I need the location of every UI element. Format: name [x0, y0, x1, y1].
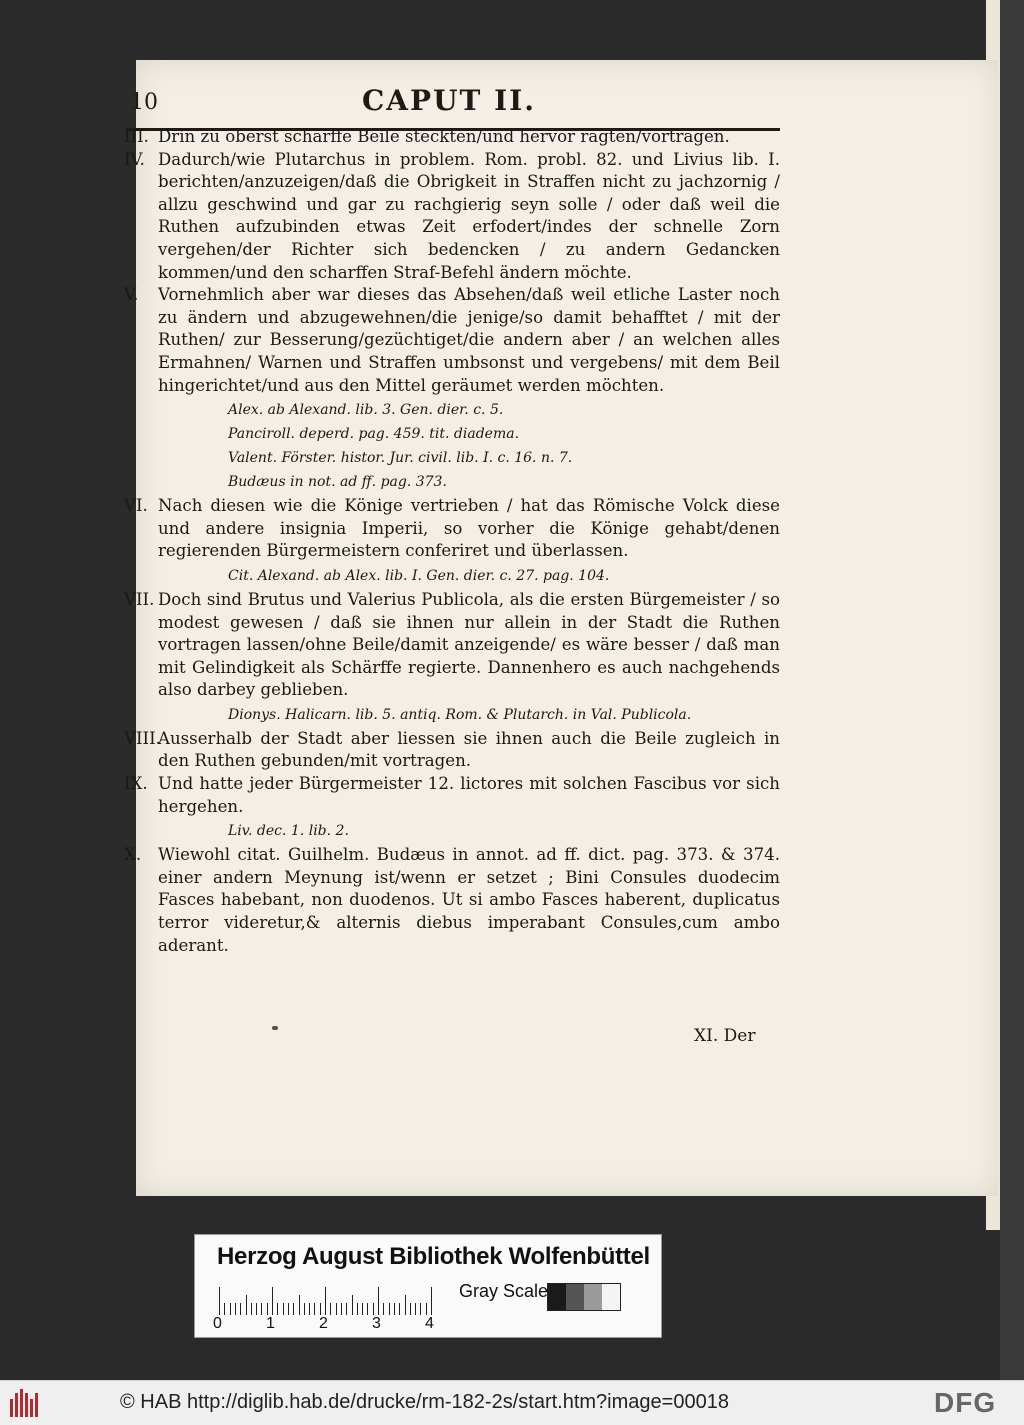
page-number: 10	[130, 90, 158, 115]
ruler-tick	[362, 1303, 363, 1315]
ruler-tick	[272, 1287, 273, 1315]
ruler-tick	[235, 1303, 236, 1315]
source-link[interactable]: © HAB http://diglib.hab.de/drucke/rm-182-2s/start.htm?image=00018	[120, 1391, 729, 1413]
gray-swatch	[584, 1284, 602, 1310]
dfg-logo: DFG	[934, 1387, 997, 1418]
ruler-tick	[357, 1303, 358, 1315]
logo-bar	[15, 1393, 18, 1417]
paragraph-number: VI.	[124, 496, 148, 516]
ruler-tick	[352, 1295, 353, 1315]
citation: Valent. Förster. histor. Jur. civil. lib. I. c. 16. n. 7.	[228, 450, 573, 467]
logo-bar	[35, 1393, 38, 1417]
ruler-tick	[283, 1303, 284, 1315]
running-head	[130, 84, 780, 124]
ruler-tick	[267, 1303, 268, 1315]
ruler-tick	[341, 1303, 342, 1315]
ruler-tick	[410, 1303, 411, 1315]
ruler-labels	[213, 1315, 453, 1335]
ruler-tick	[299, 1295, 300, 1315]
citation: Dionys. Halicarn. lib. 5. antiq. Rom. & Plutarch. in Val. Publicola.	[228, 706, 692, 723]
gray-swatch	[602, 1284, 620, 1310]
scale-ruler	[219, 1285, 439, 1315]
ruler-tick	[261, 1303, 262, 1315]
chapter-title: CAPUT II.	[362, 84, 537, 117]
paragraph-number: V.	[124, 285, 139, 305]
gray-swatch	[566, 1284, 584, 1310]
ruler-tick	[389, 1303, 390, 1315]
ruler-tick	[325, 1287, 326, 1315]
citation: Panciroll. deperd. pag. 459. tit. diadema.	[228, 426, 520, 443]
ruler-tick	[277, 1303, 278, 1315]
ruler-tick	[219, 1287, 220, 1315]
ruler-tick	[224, 1303, 225, 1315]
paragraph-text: Vornehmlich aber war dieses das Absehen/daß weil etliche Laster noch zu ändern und abzugewehnen/die jenige/so damit behafftet / mit der Ruthen/ zur Besserung/gezüchtiget/die andern aber / an welchen alles Ermahnen/ Warnen und Straffen umbsonst und vergebens/ mit dem Beil hingerichtet/und aus den Mittel geräumet werden möchten.	[158, 285, 780, 395]
paragraph-text: Wiewohl citat. Guilhelm. Budæus in annot. ad ff. dict. pag. 373. & 374. einer andern Meynung ist/wenn er setzet ; Bini Consules duodecim Fasces habebant, non duodenos. Ut si ambo Fasces haberent, duplicatus terror videretur,& alternis diebus imperabant Consules,cum ambo aderant.	[158, 845, 780, 955]
logo-bar	[20, 1389, 23, 1417]
paragraph-text: Dadurch/wie Plutarchus in problem. Rom. probl. 82. und Livius lib. I. berichten/anzuzeigen/daß die Obrigkeit in Straffen nicht zu jachzornig / allzu geschwind und gar zu rachgierig seyn solle / oder daß weil die Ruthen aufzubinden etwas Zeit erfodert/indes der schnelle Zorn vergehen/der Richter sich bedencken / zu andern Gedancken kommen/und den scharffen Straf-Befehl ändern möchte.	[158, 149, 780, 282]
paragraph-text: Drin zu oberst scharffe Beile steckten/und hervor ragten/vortragen.	[158, 127, 730, 146]
ruler-tick	[367, 1303, 368, 1315]
ruler-tick	[246, 1295, 247, 1315]
citation: Liv. dec. 1. lib. 2.	[228, 823, 349, 840]
paragraph-number: IX.	[124, 774, 148, 794]
paragraph-x	[124, 844, 780, 957]
paragraph-iii	[124, 126, 780, 149]
ruler-tick	[256, 1303, 257, 1315]
ruler-tick	[330, 1303, 331, 1315]
citation: Cit. Alexand. ab Alex. lib. I. Gen. dier. c. 27. pag. 104.	[228, 567, 610, 584]
paragraph-vii	[124, 589, 780, 702]
paragraph-number: III.	[124, 127, 149, 146]
logo-bar	[25, 1393, 28, 1417]
ruler-tick	[426, 1303, 427, 1315]
gray-scale-label: Gray Scale	[459, 1281, 549, 1301]
ruler-tick	[309, 1303, 310, 1315]
ruler-tick	[383, 1303, 384, 1315]
ruler-tick	[431, 1287, 432, 1315]
gray-scale-swatches	[547, 1283, 621, 1311]
citation: Alex. ab Alexand. lib. 3. Gen. dier. c. 5.	[228, 402, 504, 419]
ruler-label: 1	[266, 1315, 275, 1332]
library-name: Herzog August Bibliothek Wolfenbüttel	[217, 1243, 650, 1270]
ruler-label: 2	[319, 1315, 328, 1332]
paragraph-iv	[124, 149, 780, 285]
logo-bar	[30, 1399, 33, 1417]
ruler-tick	[288, 1303, 289, 1315]
paragraph-text: Ausserhalb der Stadt aber liessen sie ihnen auch die Beile zugleich in den Ruthen gebunden/mit vortragen.	[158, 728, 780, 771]
paragraph-v	[124, 284, 780, 397]
ruler-tick	[314, 1303, 315, 1315]
footer-bar	[0, 1380, 1024, 1425]
hab-logo-icon	[10, 1389, 42, 1417]
ink-mark	[272, 1026, 278, 1030]
logo-bar	[10, 1399, 13, 1417]
ruler-tick	[346, 1303, 347, 1315]
ruler-tick	[240, 1303, 241, 1315]
ruler-label: 4	[425, 1315, 434, 1332]
ruler-tick	[251, 1303, 252, 1315]
ruler-tick	[373, 1303, 374, 1315]
ruler-tick	[399, 1303, 400, 1315]
ruler-tick	[230, 1303, 231, 1315]
ruler-tick	[320, 1303, 321, 1315]
paragraph-text: Doch sind Brutus und Valerius Publicola, als die ersten Bürgemeister / so modest gewesen / daß sie ihnen nur allein in der Stadt die Ruthen vortragen lassen/ohne Beile/damit anzeigende/ es wäre besser / daß man mit Gelindigkeit als Schärffe regierte. Dannenhero es auch nachgehends also darbey geblieben.	[158, 589, 780, 700]
ruler-tick	[304, 1303, 305, 1315]
paragraph-text: Und hatte jeder Bürgermeister 12. lictores mit solchen Fascibus vor sich hergehen.	[158, 774, 780, 816]
paragraph-ix	[124, 773, 780, 818]
catchword: XI. Der	[694, 1026, 756, 1046]
paragraph-number: VIII.	[124, 728, 161, 748]
ruler-tick	[405, 1295, 406, 1315]
ruler-label: 0	[213, 1315, 222, 1332]
ruler-tick	[415, 1303, 416, 1315]
body-text	[124, 126, 780, 957]
ruler-label: 3	[372, 1315, 381, 1332]
ruler-tick	[336, 1303, 337, 1315]
ruler-tick	[293, 1303, 294, 1315]
citation: Budæus in not. ad ff. pag. 373.	[228, 474, 447, 491]
paragraph-vi	[124, 495, 780, 563]
paragraph-viii	[124, 728, 780, 773]
ruler-tick	[394, 1303, 395, 1315]
paragraph-number: X.	[124, 845, 142, 865]
ruler-tick	[420, 1303, 421, 1315]
paragraph-number: IV.	[124, 149, 145, 169]
paragraph-number: VII.	[124, 589, 155, 609]
ruler-tick	[378, 1287, 379, 1315]
paragraph-text: Nach diesen wie die Könige vertrieben / hat das Römische Volck diese und andere insignia Imperii, so vorher die Könige gehabt/denen regierenden Bürgermeistern conferiret und überlassen.	[158, 496, 780, 561]
gray-swatch	[548, 1284, 566, 1310]
book-spine	[1000, 0, 1024, 1380]
color-target-card	[194, 1234, 662, 1338]
